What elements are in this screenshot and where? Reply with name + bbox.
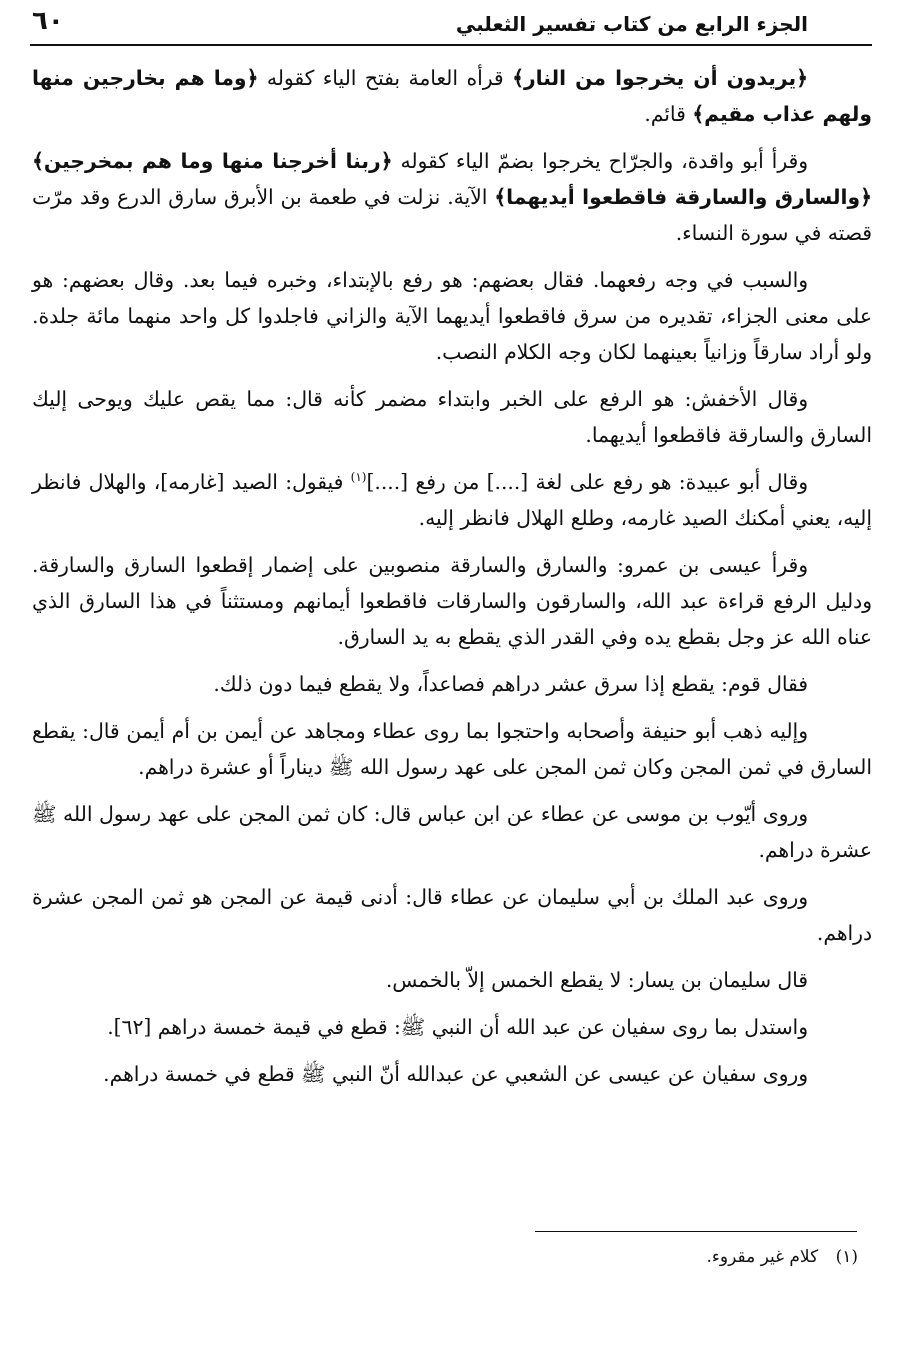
text-run: فقال قوم: يقطع إذا سرق عشر دراهم فصاعداً، ولا يقطع فيما دون ذلك. [213,672,808,696]
paragraph [32,713,872,785]
page-number: ٦٠ [32,6,64,36]
quran-quote: ﴿ربنا أخرجنا منها وما هم بمخرجين﴾ ﴿والسارق والسارقة فاقطعوا أيديهما﴾ [32,149,872,209]
paragraph [32,60,872,132]
text-run: وقرأ أبو واقدة، والجرّاح يخرجوا بضمّ الياء كقوله [392,149,808,173]
footnote-text: كلام غير مقروء. [706,1247,819,1267]
running-title: الجزء الرابع من كتاب تفسير الثعلبي [455,12,808,36]
paragraph [32,879,872,951]
paragraph [32,1009,872,1045]
text-run: وروى أيّوب بن موسى عن عطاء عن ابن عباس قال: كان ثمن المجن على عهد رسول الله ﷺ عشرة دراهم. [32,802,872,862]
text-run: وروى عبد الملك بن أبي سليمان عن عطاء قال: أدنى قيمة عن المجن هو ثمن المجن عشرة دراهم. [32,885,872,945]
page-header [30,8,872,46]
paragraph [32,381,872,453]
main-text [32,60,872,1103]
footnote-number: (١) [835,1247,858,1267]
paragraph [32,962,872,998]
text-run: وإليه ذهب أبو حنيفة وأصحابه واحتجوا بما روى عطاء ومجاهد عن أيمن بن أم أيمن قال: يقطع السارق في ثمن المجن وكان ثمن المجن على عهد رسول الله ﷺ ديناراً أو عشرة دراهم. [32,719,872,779]
paragraph [32,666,872,702]
text-run: قال سليمان بن يسار: لا يقطع الخمس إلاّ بالخمس. [385,968,808,992]
text-run: الآية. نزلت في طعمة بن الأبرق سارق الدرع وقد مرّت قصته في سورة النساء. [32,185,872,245]
text-run: وروى سفيان عن عيسى عن الشعبي عن عبدالله أنّ النبي ﷺ قطع في خمسة دراهم. [103,1062,808,1086]
text-run: قرأه العامة بفتح الياء كقوله [258,66,513,90]
paragraph [32,1056,872,1092]
text-run: وقرأ عيسى بن عمرو: والسارق والسارقة منصوبين على إضمار إقطعوا السارق والسارقة. ودليل الرفع قراءة عبد الله، والسارقون والسارقات فاقطعوا أيمانهم ومستثناً في هذا السارق الذي عناه الله عز وجل بقطع يده وفي القدر الذي يقطع به يد السارق. [32,553,872,649]
text-run: وقال أبو عبيدة: هو رفع على لغة [....] من رفع [....] [366,470,808,494]
quran-quote: ﴿يريدون أن يخرجوا من النار﴾ [512,66,808,90]
paragraph [32,143,872,251]
text-run: والسبب في وجه رفعهما. فقال بعضهم: هو رفع بالإبتداء، وخبره فيما بعد. وقال بعضهم: هو على معنى الجزاء، تقديره من سرق فاقطعوا أيديهما الآية والزاني فاجلدوا كل واحد منهما مائة جلدة. ولو أراد سارقاً وزانياً بعينهما لكان وجه الكلام النصب. [32,268,872,364]
footnote [58,1244,858,1270]
text-run: قائم. [644,102,693,126]
paragraph [32,796,872,868]
text-run: واستدل بما روى سفيان عن عبد الله أن النبي ﷺ: قطع في قيمة خمسة دراهم [٦٢]. [107,1015,808,1039]
footnote-ref: (١) [350,470,367,485]
text-run: فيقول: الصيد [غارمه]، والهلال فانظر إليه، يعني أمكنك الصيد غارمه، وطلع الهلال فانظر إليه. [32,470,872,530]
paragraph [32,547,872,655]
quran-quote: ﴿وما هم بخارجين منها ولهم عذاب مقيم﴾ [32,66,872,126]
paragraph [32,262,872,370]
paragraph [32,464,872,536]
footnote-divider [535,1231,857,1232]
text-run: وقال الأخفش: هو الرفع على الخبر وابتداء مضمر كأنه قال: مما يقص عليك ويوحى إليك السارق والسارقة فاقطعوا أيديهما. [32,387,872,447]
